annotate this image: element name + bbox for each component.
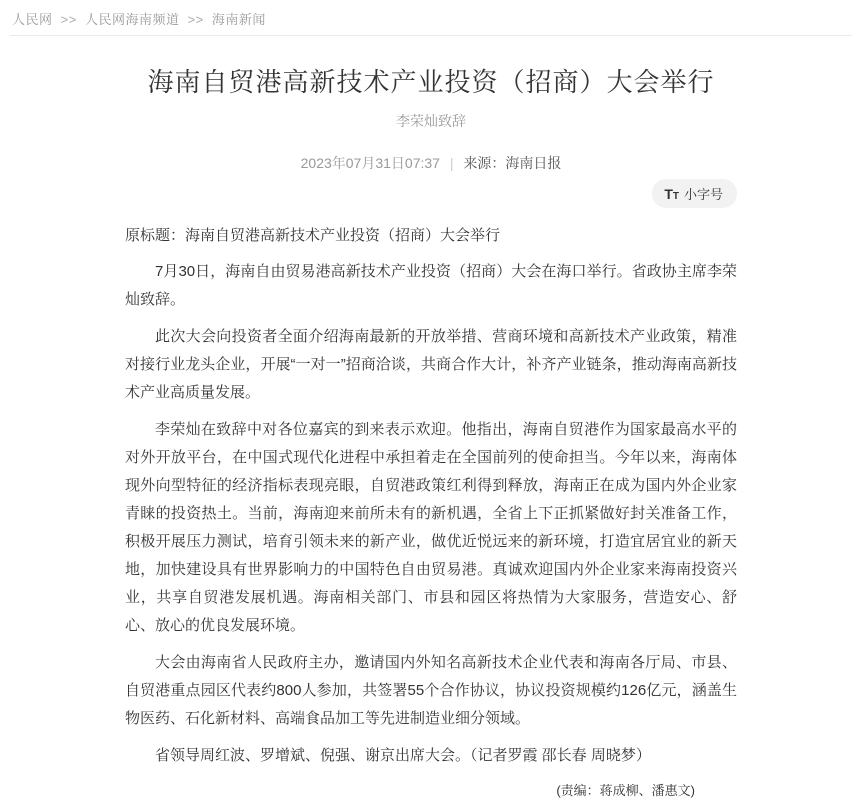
article-tools bbox=[125, 179, 737, 208]
breadcrumb-link-hainan-channel[interactable]: 人民网海南频道 bbox=[84, 12, 180, 27]
original-title: 原标题：海南自贸港高新技术产业投资（招商）大会举行 bbox=[125, 227, 501, 244]
breadcrumb bbox=[0, 0, 862, 35]
publish-date: 2023年07月31日07:37 bbox=[300, 155, 440, 171]
article-body bbox=[125, 224, 737, 770]
article-paragraph: 省领导周红波、罗增斌、倪强、谢京出席大会。（记者罗霞 邵长春 周晓梦） bbox=[155, 747, 651, 764]
page-title: 海南自贸港高新技术产业投资（招商）大会举行 bbox=[147, 67, 715, 97]
breadcrumb-separator: >> bbox=[187, 12, 204, 27]
article-paragraph: 大会由海南省人民政府主办，邀请国内外知名高新技术企业代表和海南各厅局、市县、自贸港重点园区代表约800人参加，共签署55个合作协议，协议投资规模约126亿元，涵盖生物医药、石化新材料、高端食品加工等先进制造业细分领域。 bbox=[125, 654, 737, 727]
article-paragraph: 李荣灿在致辞中对各位嘉宾的到来表示欢迎。他指出，海南自贸港作为国家最高水平的对外开放平台，在中国式现代化进程中承担着走在全国前列的使命担当。今年以来，海南体现外向型特征的经济指标表现亮眼，自贸港政策红利得到释放，海南正在成为国内外企业家青睐的投资热土。当前，海南迎来前所未有的新机遇，全省上下正抓紧做好封关准备工作，积极开展压力测试，培育引领未来的新产业，做优近悦远来的新环境，打造宜居宜业的新天地，加快建设具有世界影响力的中国特色自由贸易港。真诚欢迎国内外企业家来海南投资兴业，共享自贸港发展机遇。海南相关部门、市县和园区将热情为大家服务，营造安心、舒心、放心的优良发展环境。 bbox=[125, 421, 737, 634]
article-header bbox=[0, 62, 862, 173]
article-meta bbox=[0, 153, 862, 173]
breadcrumb-link-renminwang[interactable]: 人民网 bbox=[12, 12, 53, 27]
font-size-button-label: 小字号 bbox=[683, 187, 723, 202]
breadcrumb-separator: >> bbox=[60, 12, 77, 27]
article-paragraph: 7月30日，海南自由贸易港高新技术产业投资（招商）大会在海口举行。省政协主席李荣灿致辞。 bbox=[125, 263, 737, 308]
font-size-icon: TT bbox=[664, 186, 679, 202]
header-divider bbox=[10, 35, 852, 36]
source-name[interactable]: 海南日报 bbox=[505, 155, 562, 171]
editors-note: (责编：蒋成柳、潘惠文) bbox=[556, 783, 695, 798]
breadcrumb-link-hainan-news[interactable]: 海南新闻 bbox=[211, 12, 266, 27]
meta-separator: | bbox=[449, 155, 454, 171]
source-label: 来源： bbox=[463, 155, 506, 171]
article-paragraph: 此次大会向投资者全面介绍海南最新的开放举措、营商环境和高新技术产业政策，精准对接行业龙头企业，开展“一对一”招商洽谈，共商合作大计，补齐产业链条，推动海南高新技术产业高质量发展。 bbox=[125, 328, 737, 401]
font-size-button[interactable] bbox=[652, 179, 737, 208]
article-subtitle: 李荣灿致辞 bbox=[396, 113, 466, 129]
